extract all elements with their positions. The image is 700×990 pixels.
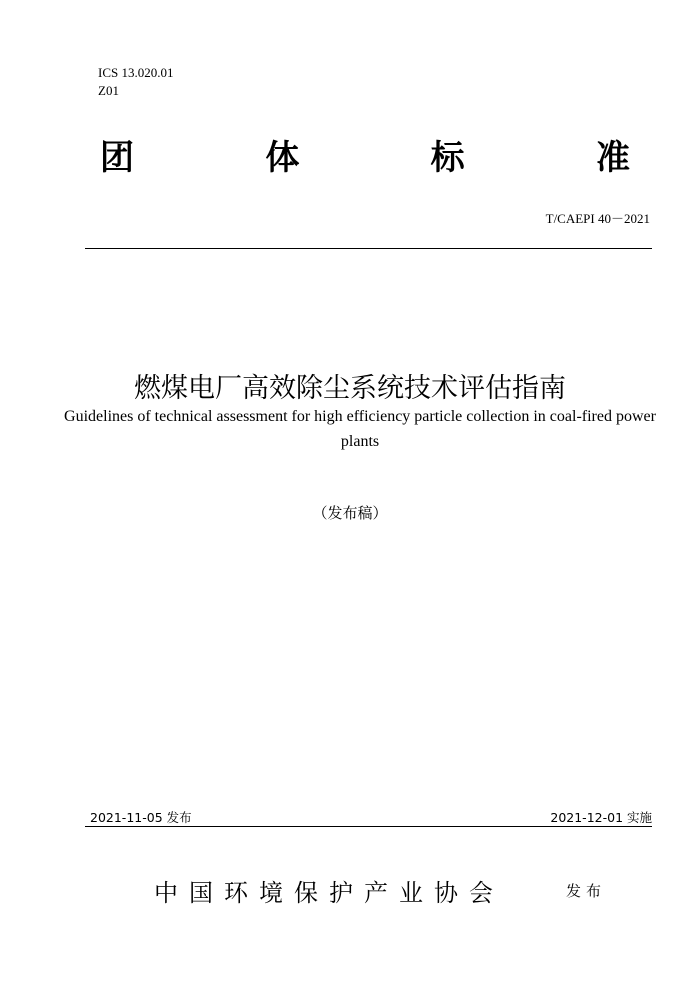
- title-chinese: 燃煤电厂高效除尘系统技术评估指南: [134, 373, 566, 404]
- standard-type-char: 准: [595, 138, 630, 178]
- standard-code: T/CAEPI 40－2021: [545, 211, 650, 226]
- draft-status: （发布稿）: [312, 504, 388, 522]
- top-divider: [85, 248, 652, 249]
- standard-type-heading: [100, 130, 630, 179]
- issuer-name: 中国环境保护产业协会: [154, 879, 504, 907]
- standard-type-char: 团: [100, 138, 134, 178]
- standard-type-char: 体: [265, 138, 300, 178]
- title-english: Guidelines of technical assessment for high efficiency particle collection in coal-fired power plants: [64, 408, 656, 450]
- bottom-divider: [85, 826, 652, 827]
- classification-codes: [98, 64, 173, 100]
- ccs-code: Z01: [98, 83, 119, 98]
- publish-date: 2021-11-05 发布: [90, 810, 192, 825]
- implementation-date: 2021-12-01 实施: [550, 810, 652, 825]
- ics-code: ICS 13.020.01: [98, 65, 174, 80]
- standard-type-char: 标: [430, 138, 465, 178]
- issuer-suffix: 发布: [566, 882, 607, 900]
